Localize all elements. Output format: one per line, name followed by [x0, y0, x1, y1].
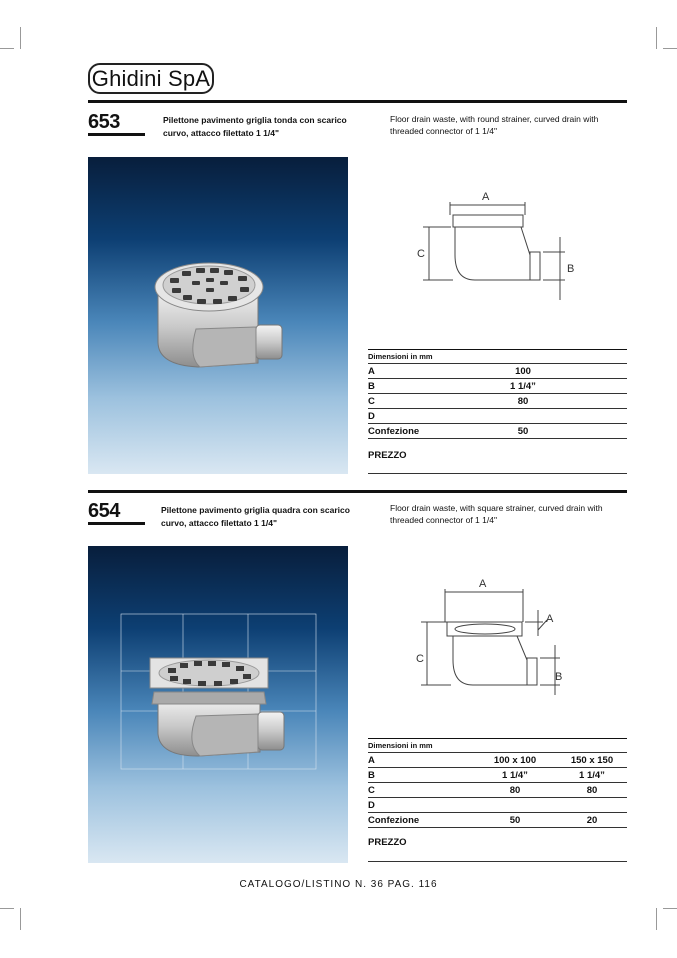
table-row: A 100 x 100 150 x 150 [368, 753, 627, 768]
code-underline [88, 133, 145, 136]
dim-label-b: B [567, 263, 575, 275]
table-row: C 80 [368, 394, 627, 409]
technical-drawing [415, 570, 590, 705]
section-rule [88, 490, 627, 493]
table-row: D [368, 409, 627, 424]
product-photo [88, 157, 348, 474]
product-code: 653 [88, 111, 120, 133]
crop-mark [0, 48, 14, 49]
crop-mark [656, 908, 657, 930]
crop-mark [663, 48, 677, 49]
price-label: PREZZO [368, 450, 407, 461]
crop-mark [0, 908, 14, 909]
table-row: C 80 80 [368, 783, 627, 798]
brand-logo: Ghidini SpA [88, 63, 214, 94]
crop-mark [656, 27, 657, 49]
table-row: B 1 1/4” 1 1/4” [368, 768, 627, 783]
table-row: Confezione 50 [368, 424, 627, 439]
section-rule [88, 100, 627, 103]
price-line [368, 861, 627, 862]
table-row: Confezione 50 20 [368, 813, 627, 828]
product-title-en: Floor drain waste, with round strainer, curved drain with threaded connector of 1 1/4" [390, 114, 599, 136]
code-underline [88, 522, 145, 525]
price-label: PREZZO [368, 837, 407, 848]
dim-label-c: C [417, 248, 425, 260]
table-row: B 1 1/4” [368, 379, 627, 394]
product-title-it: Pilettone pavimento griglia quadra con scarico curvo, attacco filettato 1 1/4" [161, 505, 350, 528]
price-line [368, 473, 627, 474]
dim-label-a: A [479, 578, 487, 590]
table-row: D [368, 798, 627, 813]
page-footer: CATALOGO/LISTINO N. 36 PAG. 116 [239, 879, 438, 890]
product-title-en: Floor drain waste, with square strainer, curved drain with threaded connector of 1 1/4" [390, 503, 603, 525]
square-drain-drawing [415, 570, 590, 700]
technical-drawing [415, 185, 590, 310]
table-header: Dimensioni in mm [368, 739, 627, 753]
table-row: A 100 [368, 364, 627, 379]
crop-mark [20, 908, 21, 930]
dim-label-a: A [482, 191, 490, 203]
product-title-it: Pilettone pavimento griglia tonda con scarico curvo, attacco filettato 1 1/4" [163, 115, 347, 138]
dim-label-a2: A [546, 613, 554, 625]
crop-mark [663, 908, 677, 909]
table-header: Dimensioni in mm [368, 350, 627, 364]
square-drain-illustration [88, 546, 348, 863]
dimensions-table [368, 738, 627, 828]
dim-label-b: B [555, 671, 563, 683]
crop-mark [20, 27, 21, 49]
product-code: 654 [88, 500, 120, 522]
round-drain-illustration [88, 157, 348, 474]
round-drain-drawing [415, 185, 590, 305]
dimensions-table [368, 349, 627, 439]
dim-label-c: C [416, 653, 424, 665]
product-photo [88, 546, 348, 863]
